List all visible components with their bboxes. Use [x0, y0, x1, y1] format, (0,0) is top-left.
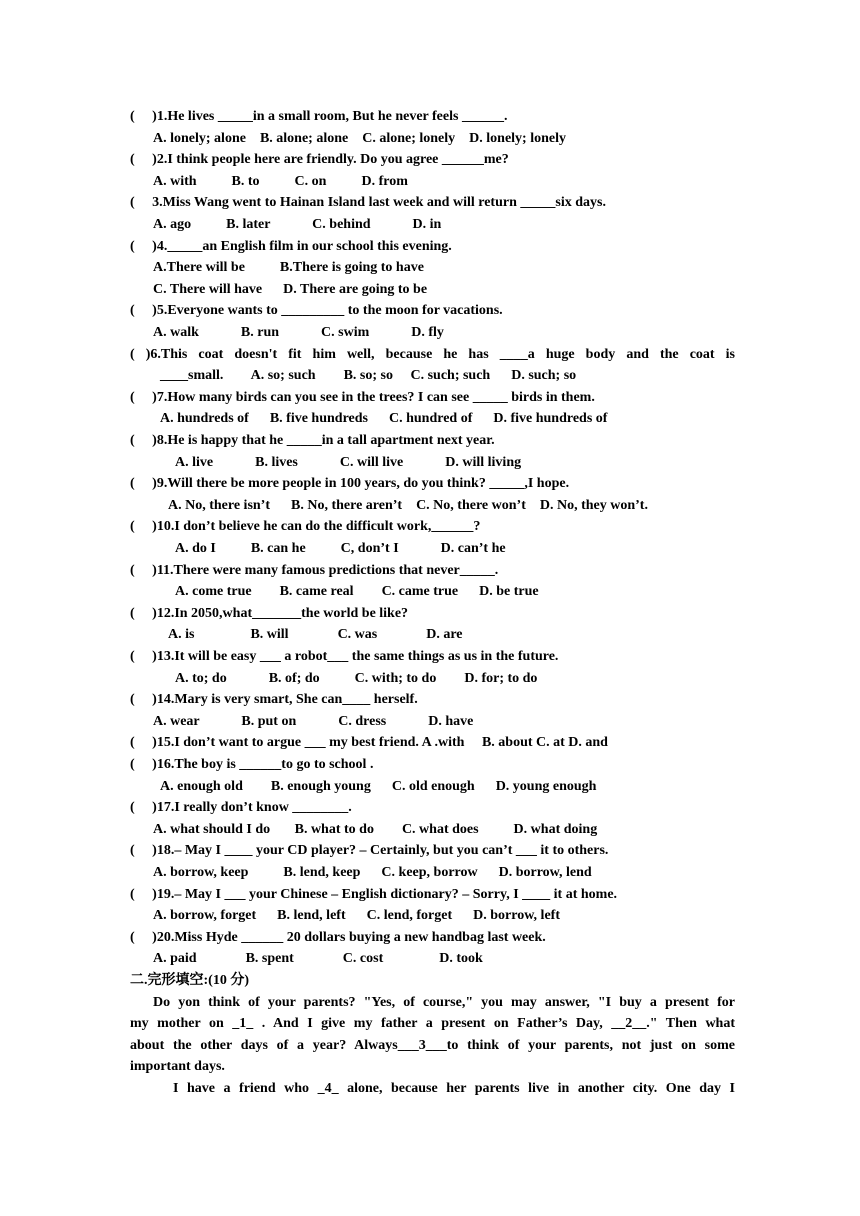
text-line: ____small. A. so; such B. so; so C. such; such D. such; so [160, 368, 577, 384]
text-line: ( )7.How many birds can you see in the trees? I can see _____ birds in them. [130, 389, 595, 405]
text-line: A.There will be B.There is going to have [153, 260, 424, 276]
text-line: A. what should I do B. what to do C. what does D. what doing [153, 821, 598, 837]
text-line: A. come true B. came real C. came true D. be true [175, 584, 539, 600]
text-line: A. walk B. run C. swim D. fly [153, 325, 444, 340]
text-line: ( )5.Everyone wants to _________ to the moon for vacations. [130, 303, 503, 319]
text-line: ( )17.I really don’t know ________. [130, 800, 352, 816]
text-line: A. live B. lives C. will live D. will living [175, 454, 522, 470]
text-line: A. ago B. later C. behind D. in [153, 217, 442, 232]
text-line: ( )19.– May I ___ your Chinese – English dictionary? – Sorry, I ____ it at home. [130, 886, 618, 902]
text-line: my mother on _1_ . And I give my father a present on Father’s Day, __2__." Then what [130, 1016, 735, 1032]
text-line: ( )11.There were many famous predictions that never_____. [130, 562, 499, 578]
text-line: ( 3.Miss Wang went to Hainan Island last week and will return _____six days. [130, 195, 606, 211]
text-line: important days. [130, 1059, 225, 1075]
text-line: ( )20.Miss Hyde ______ 20 dollars buying a new handbag last week. [130, 929, 546, 945]
text-line: ( )13.It will be easy ___ a robot___ the same things as us in the future. [130, 649, 559, 664]
text-line: A. wear B. put on C. dress D. have [153, 713, 474, 729]
text-line: ( )10.I don’t believe he can do the difficult work,______? [130, 519, 481, 535]
text-line: C. There will have D. There are going to be [153, 281, 428, 297]
text-line: ( )12.In 2050,what_______the world be like? [130, 605, 409, 621]
text-line: ( )9.Will there be more people in 100 years, do you think? _____,I hope. [130, 476, 570, 492]
text-line: A. to; do B. of; do C. with; to do D. for; to do [175, 670, 538, 686]
text-line: A. do I B. can he C, don’t I D. can’t he [175, 541, 506, 556]
text-line: A. enough old B. enough young C. old enough D. young enough [160, 778, 597, 794]
text-line: I have a friend who _4_ alone, because her parents live in another city. One day I [173, 1081, 735, 1096]
text-line: 二.完形填空:(10 分) [130, 973, 249, 988]
text-line: ( )4._____an English film in our school this evening. [130, 238, 452, 254]
text-line: A. borrow, keep B. lend, keep C. keep, borrow D. borrow, lend [153, 865, 592, 880]
text-line: ( )18.– May I ____ your CD player? – Certainly, but you can’t ___ it to others. [130, 843, 609, 859]
text-line: A. is B. will C. was D. are [168, 627, 463, 643]
text-line: ( )15.I don’t want to argue ___ my best friend. A .with B. about C. at D. and [130, 735, 608, 751]
text-line: about the other days of a year? Always___3___to think of your parents, not just on some [130, 1037, 735, 1053]
text-line: ( )2.I think people here are friendly. Do you agree ______me? [130, 152, 509, 168]
text-line: A. No, there isn’t B. No, there aren’t C. No, there won’t D. No, they won’t. [168, 497, 648, 513]
text-line: A. borrow, forget B. lend, left C. lend, forget D. borrow, left [153, 908, 560, 924]
text-line: A. lonely; alone B. alone; alone C. alone; lonely D. lonely; lonely [153, 130, 566, 146]
text-line: ( )6.This coat doesn't fit him well, because he has ____a huge body and the coat is [130, 346, 735, 362]
text-line: ( )8.He is happy that he _____in a tall apartment next year. [130, 433, 495, 448]
text-line: A. hundreds of B. five hundreds C. hundred of D. five hundreds of [160, 411, 608, 427]
text-line: ( )14.Mary is very smart, She can____ herself. [130, 692, 418, 708]
text-line: ( )1.He lives _____in a small room, But he never feels ______. [130, 109, 508, 124]
text-line: Do yon think of your parents? "Yes, of course," you may answer, "I buy a present for [153, 994, 735, 1010]
text-line: A. with B. to C. on D. from [153, 173, 408, 189]
text-line: ( )16.The boy is ______to go to school . [130, 757, 374, 772]
text-line: A. paid B. spent C. cost D. took [153, 951, 483, 967]
